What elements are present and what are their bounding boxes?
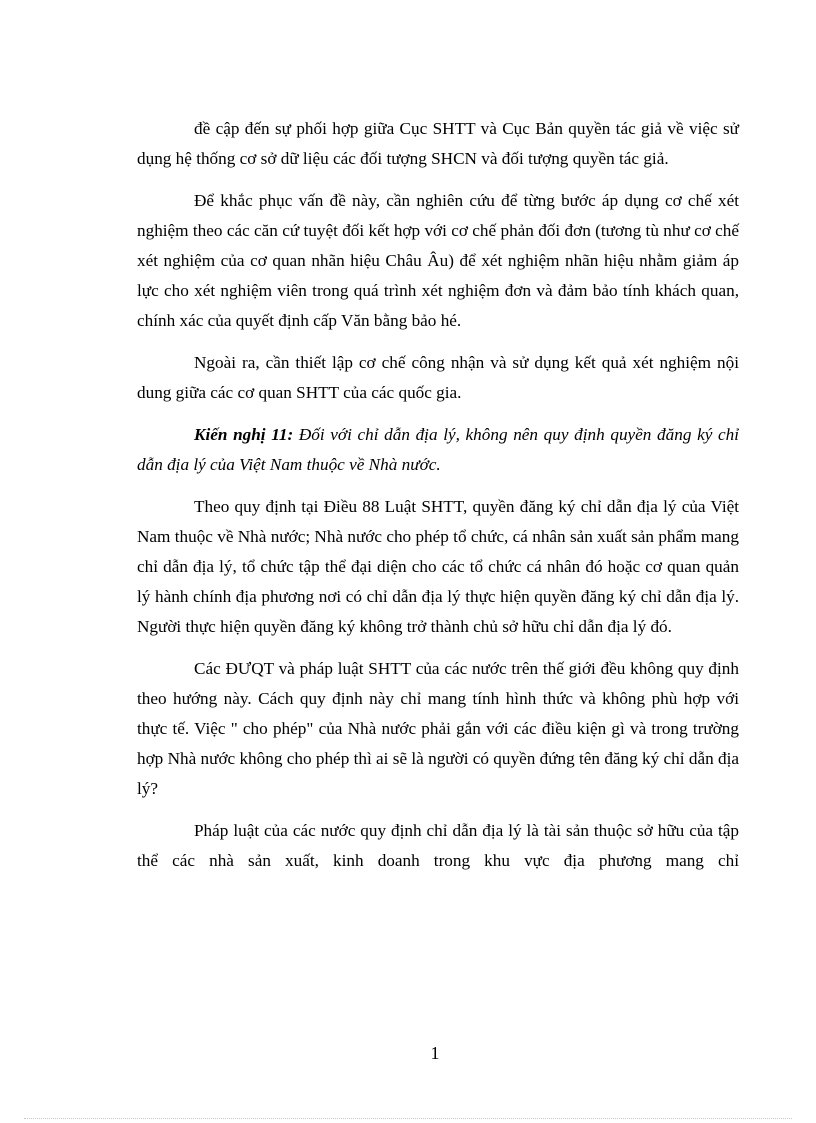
recommendation-label: Kiến nghị 11: <box>194 425 294 444</box>
paragraph-collective-ownership: Pháp luật của các nước quy định chỉ dẫn địa lý là tài sản thuộc sở hữu của tập thể các nhà sản xuất, kinh doanh trong khu vực địa phương mang chỉ <box>137 821 739 870</box>
paragraph-remedy: Để khắc phục vấn đề này, cần nghiên cứu để từng bước áp dụng cơ chế xét nghiệm theo các căn cứ tuyệt đối kết hợp với cơ chế phản đối đơn (tương tù như cơ chế xét nghiệm của cơ quan nhãn hiệu Châu Âu) để xét nghiệm nhãn hiệu nhằm giảm áp lực cho xét nghiệm viên trong quá trình xét nghiệm đơn và đảm bảo tính khách quan, chính xác của quyết định cấp Văn bằng bảo hé. <box>137 191 739 330</box>
page-number: 1 <box>430 1043 440 1063</box>
page-edge-divider <box>24 1118 792 1119</box>
paragraph-article-88: Theo quy định tại Điều 88 Luật SHTT, quyền đăng ký chỉ dẫn địa lý của Việt Nam thuộc về Nhà nước; Nhà nước cho phép tổ chức, cá nhân sản xuất sản phẩm mang chỉ dẫn địa lý, tổ chức tập thể đại diện cho các tổ chức cá nhân đó hoặc cơ quan quản lý hành chính địa phương nơi có chỉ dẫn địa lý thực hiện quyền đăng ký chỉ dẫn địa lý. Người thực hiện quyền đăng ký không trở thành chủ sở hữu chỉ dẫn địa lý đó. <box>137 497 739 636</box>
recommendation-text: Đối với chỉ dẫn địa lý, không nên quy định quyền đăng ký chỉ dẫn địa lý của Việt Nam thuộc về Nhà nước. <box>137 425 739 474</box>
recommendation-11 <box>137 420 739 480</box>
document-body <box>137 114 739 888</box>
paragraph-international-treaties: Các ĐƯQT và pháp luật SHTT của các nước trên thế giới đều không quy định theo hướng này. Cách quy định này chỉ mang tính hình thức và không phù hợp với thực tế. Việc " cho phép" của Nhà nước phải gắn với các điều kiện gì và trong trường hợp Nhà nước không cho phép thì ai sẽ là người có quyền đứng tên đăng ký chỉ dẫn địa lý? <box>137 659 739 798</box>
paragraph-continuation: đề cập đến sự phối hợp giữa Cục SHTT và Cục Bản quyền tác giả về việc sử dụng hệ thống cơ sở dữ liệu các đối tượng SHCN và đối tượng quyền tác giả. <box>137 119 739 168</box>
paragraph-mutual-recognition: Ngoài ra, cần thiết lập cơ chế công nhận và sử dụng kết quả xét nghiệm nội dung giữa các cơ quan SHTT của các quốc gia. <box>137 353 739 402</box>
